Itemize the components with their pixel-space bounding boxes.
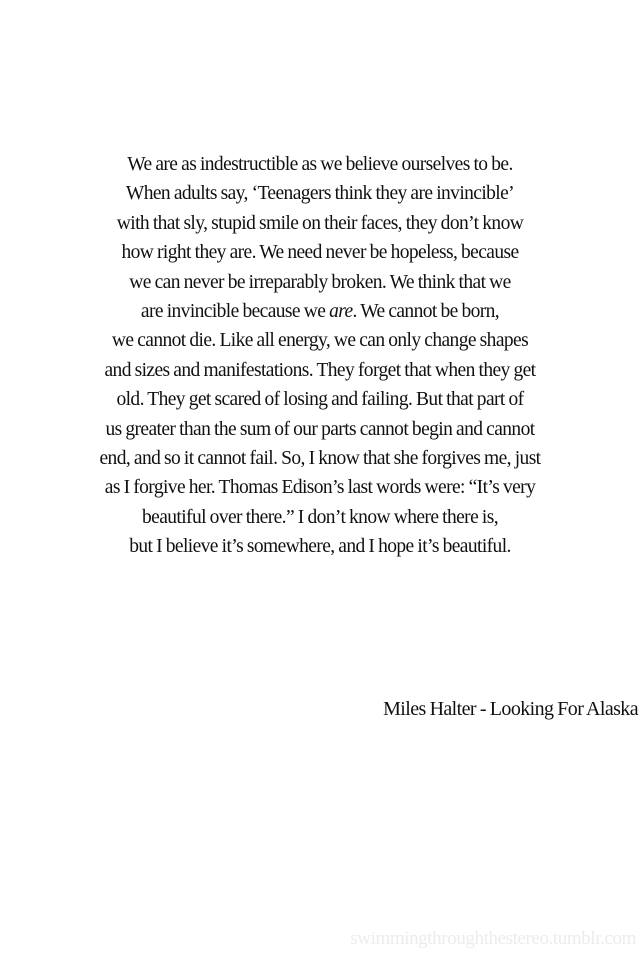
quote-line: beautiful over there.” I don’t know where there is, [142,506,498,528]
attribution: Miles Halter - Looking For Alaska [383,698,638,720]
watermark: swimmingthroughthestereo.tumblr.com [350,928,636,949]
quote-line: end, and so it cannot fail. So, I know that she forgives me, just [99,448,541,470]
quote-line-part: are invincible because we [140,301,330,323]
quote-emphasis: are [329,301,353,323]
quote-line [0,297,640,326]
quote-text [0,150,640,562]
quote-line: old. They get scared of losing and failing. But that part of [116,389,524,411]
quote-line-part: . We cannot be born, [352,301,500,323]
quote-line: When adults say, ‘Teenagers think they are invincible’ [125,183,515,205]
quote-line: with that sly, stupid smile on their faces, they don’t know [116,212,524,234]
quote-line: but I believe it’s somewhere, and I hope it’s beautiful. [129,536,511,558]
quote-line: and sizes and manifestations. They forget that when they get [104,359,536,381]
quote-line: how right they are. We need never be hopeless, because [121,242,519,264]
quote-line: us greater than the sum of our parts cannot begin and cannot [105,418,535,440]
quote-line: we cannot die. Like all energy, we can only change shapes [111,330,529,352]
quote-line: we can never be irreparably broken. We think that we [129,271,511,293]
quote-line: as I forgive her. Thomas Edison’s last words were: “It’s very [104,477,536,499]
quote-line: We are as indestructible as we believe ourselves to be. [127,154,513,175]
